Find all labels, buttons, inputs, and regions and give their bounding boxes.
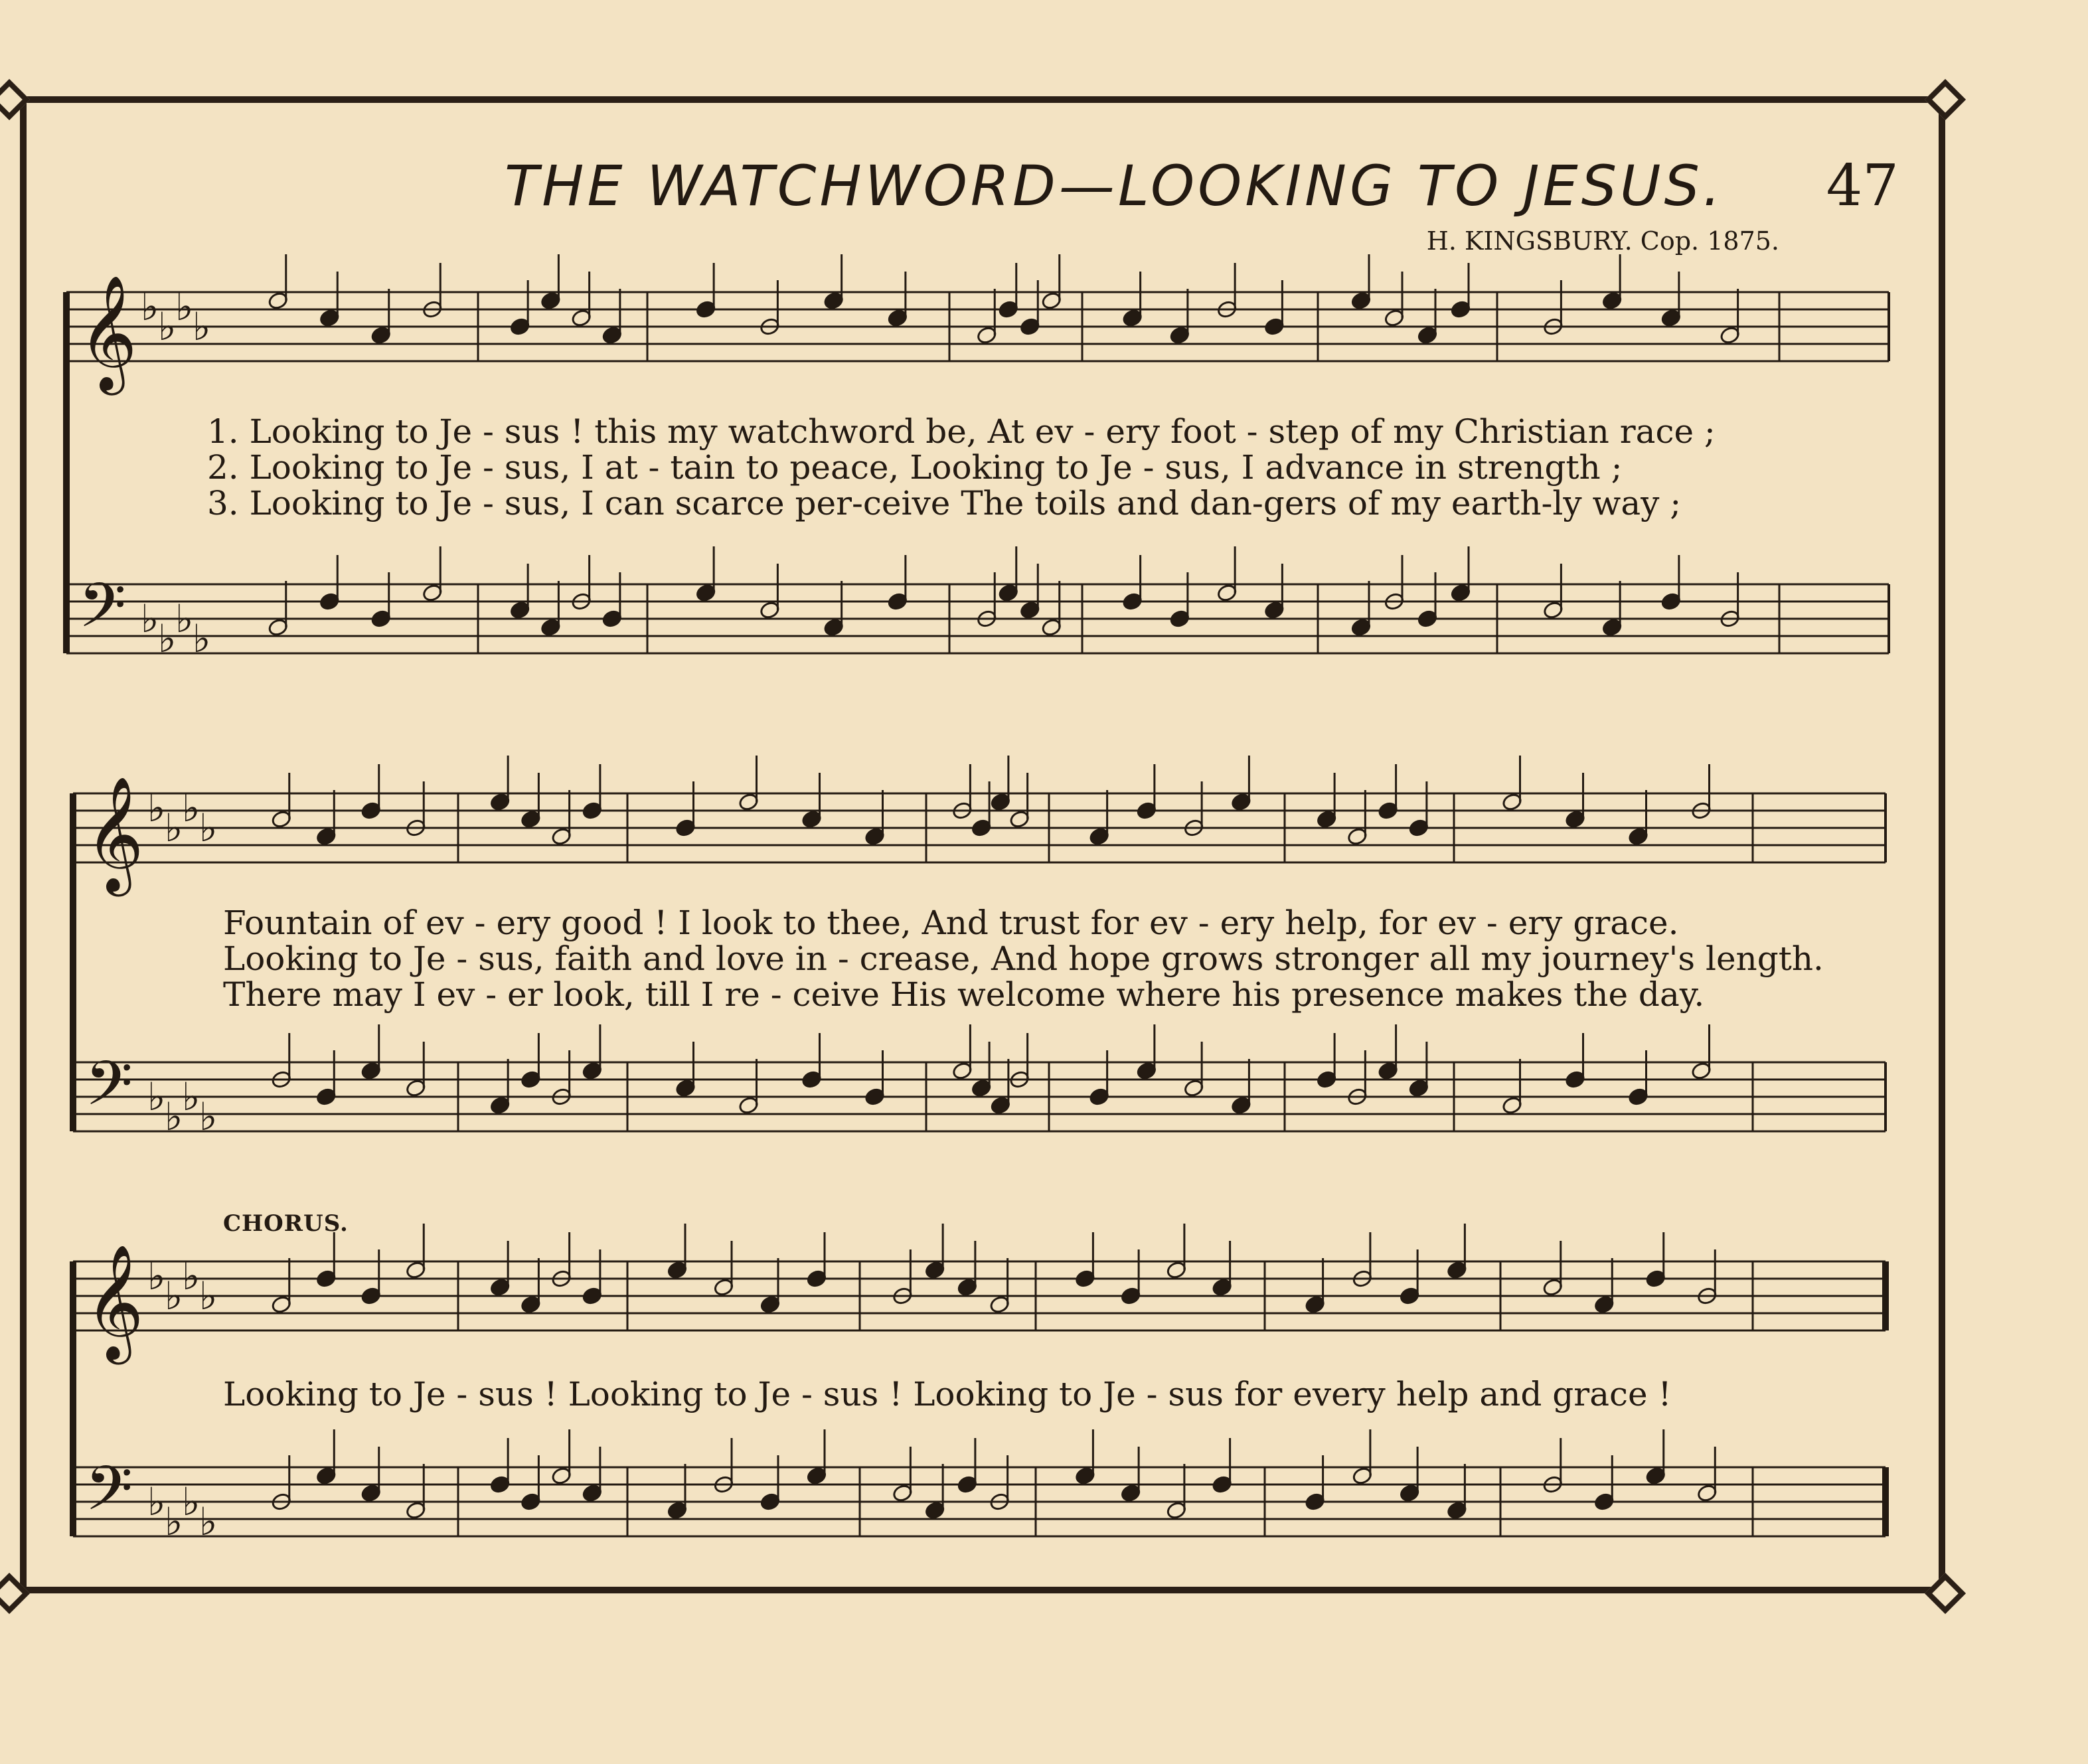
lyric-line-chorus: Looking to Je - sus ! Looking to Je - sus ! Looking to Je - sus for every help and grace !: [223, 1375, 1672, 1413]
flat-sign-icon: ♭: [182, 1253, 201, 1299]
lyric-line-verse2-a: 2. Looking to Je - sus, I at - tain to peace, Looking to Je - sus, I advance in strength ;: [207, 448, 1623, 487]
flat-sign-icon: ♭: [182, 1479, 201, 1524]
flat-sign-icon: ♭: [158, 616, 177, 661]
flat-sign-icon: ♭: [182, 785, 201, 831]
flat-sign-icon: ♭: [158, 304, 177, 349]
flat-sign-icon: ♭: [175, 596, 194, 641]
lyric-line-verse3-b: There may I ev - er look, till I re - ceive His welcome where his presence makes the day.: [223, 975, 1705, 1014]
flat-sign-icon: ♭: [199, 1273, 218, 1319]
flat-sign-icon: ♭: [141, 284, 159, 329]
bass-clef-icon: 𝄢: [78, 570, 127, 657]
chorus-label: CHORUS.: [223, 1210, 349, 1237]
flat-sign-icon: ♭: [165, 1094, 183, 1139]
treble-clef-icon: 𝄞: [78, 275, 137, 390]
flat-sign-icon: ♭: [193, 616, 211, 661]
page-number: 47: [1826, 153, 1899, 219]
flat-sign-icon: ♭: [175, 284, 194, 329]
flat-sign-icon: ♭: [199, 1094, 218, 1139]
flat-sign-icon: ♭: [147, 785, 166, 831]
treble-clef-icon: 𝄞: [85, 776, 144, 892]
lyric-line-verse1-b: Fountain of ev - ery good ! I look to thee, And trust for ev - ery help, for ev - ery grace.: [223, 904, 1679, 942]
flat-sign-icon: ♭: [199, 805, 218, 850]
bass-clef-icon: 𝄢: [85, 1048, 133, 1135]
composer-credit: H. KINGSBURY. Cop. 1875.: [1426, 226, 1779, 256]
flat-sign-icon: ♭: [141, 596, 159, 641]
lyric-line-verse1-a: 1. Looking to Je - sus ! this my watchword be, At ev - ery foot - step of my Christian race ;: [207, 412, 1716, 451]
lyric-line-verse3-a: 3. Looking to Je - sus, I can scarce per-ceive The toils and dan-gers of my earth-ly way ;: [207, 484, 1682, 522]
flat-sign-icon: ♭: [147, 1253, 166, 1299]
lyric-line-verse2-b: Looking to Je - sus, faith and love in - crease, And hope grows stronger all my journey's length.: [223, 939, 1824, 978]
bass-clef-icon: 𝄢: [85, 1453, 133, 1540]
flat-sign-icon: ♭: [165, 1499, 183, 1544]
hymn-title: THE WATCHWORD—LOOKING TO JESUS.: [505, 153, 1724, 218]
flat-sign-icon: ♭: [147, 1479, 166, 1524]
flat-sign-icon: ♭: [193, 304, 211, 349]
flat-sign-icon: ♭: [199, 1499, 218, 1544]
flat-sign-icon: ♭: [147, 1074, 166, 1119]
flat-sign-icon: ♭: [182, 1074, 201, 1119]
flat-sign-icon: ♭: [165, 805, 183, 850]
treble-clef-icon: 𝄞: [85, 1244, 144, 1360]
flat-sign-icon: ♭: [165, 1273, 183, 1319]
